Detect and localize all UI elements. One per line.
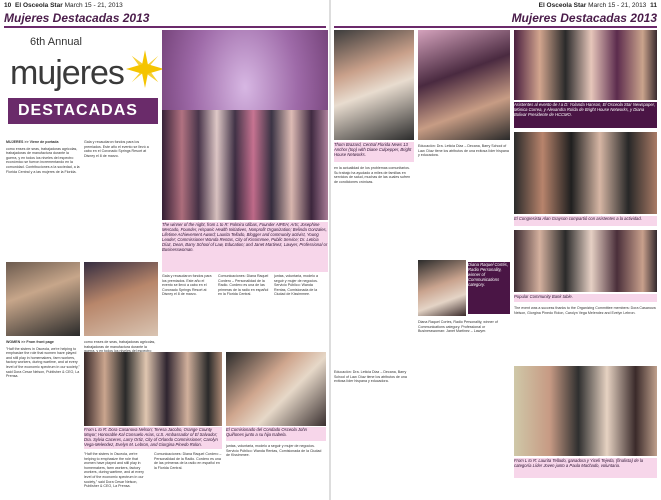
photo-winners-group [162, 30, 328, 220]
bottom-body-right: juntas, voluntaria, modelo a seguir y mujer de negocios. Servicio Público: Wanda Rentas, Comisionada de la Ciudad de Kissimmee. [226, 444, 322, 458]
intro-body: como enses de seas, trabajadoras agricolas, trabajadoras de manufactura durante la guerra, y en todos los niveles del espectro económico se fueron incrementando en la comunidad. Contribuciones a la sociedad, a la Florida Central y a las mujeres de la Florida. [6, 146, 80, 174]
right-body-3: Diana Raquel Cortes, Radio Personality, winner of Communications category. Professional or Businesswoman: Janet Martinez – Lawyer. [418, 320, 498, 334]
right-page-number: 11 [650, 2, 657, 9]
congressman-caption: El Congresista Alan Grayson compartió con asistentes a la actividad. [514, 216, 657, 226]
thom-caption: Thom Brazard, Central Florida News 13 Anchor (top) with Diane Culpepper, Bright House Networks. [334, 142, 414, 162]
intro-body-cont: Gala y recaudaron fondos para los premiados. Este año el evento se llevó a cabo en el Coronado Springs Resort at Disney el 8 de marzo. [84, 140, 149, 158]
intro-title: MUJERES >> Viene de portada [6, 140, 59, 144]
women-body-cont: como enses de seas, trabajadoras agricolas, trabajadoras de manufactura durante la [84, 340, 156, 349]
logo-word-destacadas: DESTACADAS [18, 102, 138, 119]
right-page-header [334, 0, 657, 25]
photo-asistentes [514, 30, 657, 100]
right-body-5: Educación: Dra. Leticia Díaz – Decana, Barry School of Law. Díaz tiene los atributos de una exitosa líder hispana y educadora. [334, 370, 407, 384]
laurita-caption: From L to R: Laurita Tellado, ganadora y Yiceli Tejeda, (finalista) de la categoría Líder Joven junto a Paula Machado, voluntaria. [514, 458, 657, 478]
asistentes-caption: Asistentes al evento de I a D: Yolanda Hanson, El Osceola Star Newspaper, Mónica Correa, y Alexandra Rolda de Bright House Networks, y Diana Bolivar Presidente de HCCMO. [514, 102, 657, 128]
right-article-4 [514, 306, 657, 362]
women-title: WOMEN >> From front page [6, 340, 54, 344]
logo-star-icon [126, 50, 164, 88]
dignitaries-caption: From L to R: Dora Casanova Nelson; Teresa Jacobo, Orange County Mayor; Honorable Kal Consuelo Arias, U.S. Ambassador of El Salvador; Dra. Sylvia Caceres, Larry Ortiz, City of Orlando Commissioner; Carolyn Vega-Melendez, Evelyn M. Lebron, and Giorgina Pinedo Rolon. [84, 427, 222, 449]
page-gutter [329, 0, 331, 500]
right-issue-date: March 15 - 21, 2013 [588, 2, 647, 9]
event-logo [8, 32, 158, 130]
left-section-title: Mujeres Destacadas 2013 [4, 11, 150, 25]
intro-article [6, 140, 80, 258]
right-body-1: en la actualidad de los problemas comunitarios. Su trabajo ha ayudado a miles de familias en servicios de salud, muchas de las cuales sufren de condiciones crónicas. [334, 166, 411, 184]
bottom-article-left [84, 452, 150, 496]
group-people-band [162, 110, 328, 220]
right-paper-name: El Osceola Star [538, 2, 587, 9]
right-section-title: Mujeres Destacadas 2013 [511, 11, 657, 25]
women-body: "Half the sisters in Osceola, we're helping to emphasize the role that women have played and still play in homemakers, farm workers, factory workers, during wartime, and at every level of the economic spectrum in our society," said Dora Cesar Nelson, Publisher & CEO, La Prensa. [6, 346, 80, 379]
logo-word-mujeres: mujeres [10, 54, 124, 92]
left-paper-name: El Osceola Star [15, 2, 63, 9]
photo-commissioner [226, 352, 326, 426]
mid-article-a [162, 274, 214, 348]
bottom-article-mid [154, 452, 222, 496]
mid-body-b: Comunicaciones: Diana Raquel Cordero – Personalidad de la Radio. Cordero es una de las primeras de la radio en español en la Florida Central. [218, 274, 269, 297]
logo-annual: 6th Annual [30, 36, 82, 48]
bottom-body-left: "Half the sisters in Osceola, we're helping to emphasize the role that women have played and still play in homemakers, farm workers, factory workers, during wartime, and at every level of the economic spectrum in our society," said Dora Cesar Nelson, Publisher & CEO, La Prensa. [84, 452, 144, 489]
photo-dignitaries [84, 352, 222, 426]
bottom-article-right [226, 444, 326, 496]
mid-body-a: Gala y recaudaron fondos para los premiados. Este año el evento se llevó a cabo en el Coronado Springs Resort at Disney el 8 de marzo. [162, 274, 212, 297]
right-article-3 [418, 320, 510, 496]
mid-article-c [274, 274, 326, 348]
left-page-number: 10 [4, 2, 12, 9]
mid-body-c: juntas, voluntaria, modelo a seguir y mujer de negocios. Servicio Público: Wanda Rentas, Comisionada de la Ciudad de Kissimmee. [274, 274, 318, 297]
photo-diana-cortes [418, 260, 466, 316]
intro-article-cont [84, 140, 156, 258]
left-page-header [4, 0, 324, 25]
right-body-4: The event was a success thanks to the Organizing Committee members: Dora Casanova Nelson, Giorgina Pinedo Rolon, Carolyn Vega Melendez and Evelyn Lebron. [514, 306, 656, 315]
women-article [6, 340, 80, 496]
commissioner-caption: El Comisionado del Condado Osceola John Quiñones junto a su hija Isabela. [226, 427, 326, 441]
photo-women-duo-1 [6, 262, 80, 336]
group-photo-caption: The winner of the night, from L to R: Palmira Ulibas, Founder AIPEH, Arts; Josephine Mercado, Founder, Hispanic Health Initiatives, Nonprofit Organization; Belinda Gonzales, Lifetime Achievement Award; Laurita Tellado, Blogger and community activist, Young Leader; Commissioner Wanda Rentas, City of Kissimmee, Public Service; Dr. Leticia Díaz, Dean, Barry School of Law, Education; and Janet Martinez, Lawyer, Professional or Businesswoman. [162, 222, 328, 272]
photo-popular-bank [514, 230, 657, 292]
left-header-rule [4, 26, 326, 28]
mid-article-b [218, 274, 270, 348]
right-header-rule [334, 26, 657, 28]
right-article-5 [334, 370, 414, 496]
photo-laurita-tellado [514, 366, 657, 456]
photo-group-right [418, 30, 510, 140]
photo-women-duo-2 [84, 262, 158, 336]
photo-thom-diane [334, 30, 414, 140]
diana-caption: Diana Raquel Cortés, Radio Personality, winner of Communications category. [468, 262, 510, 314]
right-body-2: Educación: Dra. Leticia Díaz – Decana, Barry School of Law. Díaz tiene los atributos de una exitosa líder hispana y educadora. [418, 144, 509, 158]
photo-congressman [514, 132, 657, 214]
bottom-body-mid: Comunicaciones: Diana Raquel Cordero – Personalidad de la Radio. Cordero es una de las primeras de la radio en español en la Florida Central. [154, 452, 222, 470]
right-article-1 [334, 166, 414, 366]
left-issue-date: March 15 - 21, 2013 [64, 2, 123, 9]
popular-bank-caption: Popular Community Bank table. [514, 294, 657, 302]
